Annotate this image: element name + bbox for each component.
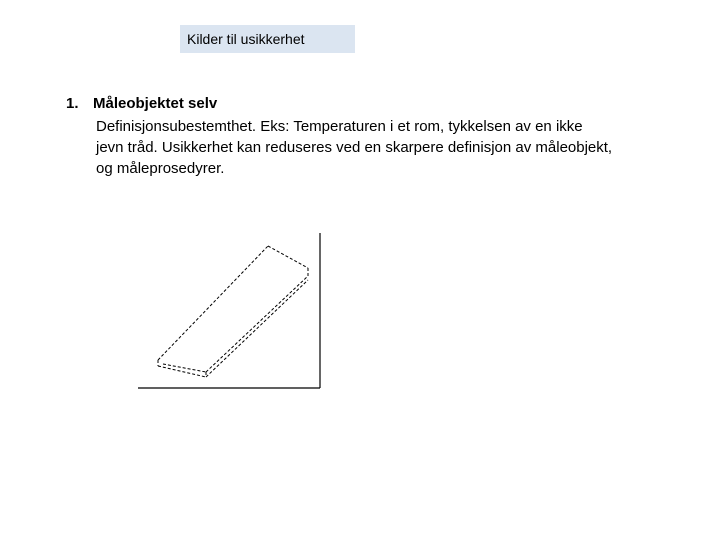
- plank-outline: [158, 246, 308, 377]
- description-line-3: og måleprosedyrer.: [96, 160, 225, 177]
- section-heading: [66, 95, 217, 112]
- inclined-plank-diagram: [130, 225, 330, 395]
- section-number: 1.: [66, 95, 79, 112]
- description-line-2: jevn tråd. Usikkerhet kan reduseres ved en skarpere definisjon av måleobjekt,: [96, 139, 613, 156]
- slide-title-box: [180, 25, 355, 53]
- section-title: Måleobjektet selv: [93, 95, 218, 112]
- section-description: [96, 116, 696, 179]
- description-line-1: Definisjonsubestemthet. Eks: Temperaturen i et rom, tykkelsen av en ikke: [96, 118, 583, 135]
- slide-title: Kilder til usikkerhet: [187, 31, 305, 47]
